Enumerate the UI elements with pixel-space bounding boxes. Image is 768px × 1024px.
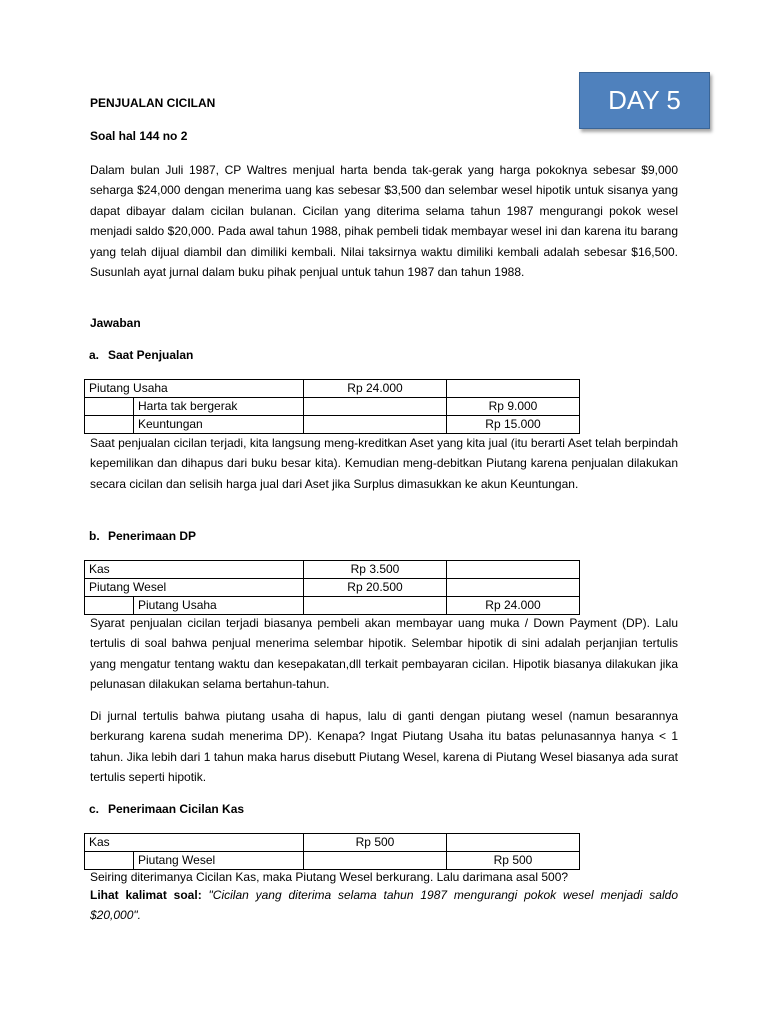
sub-account-cell: Piutang Wesel bbox=[134, 852, 304, 870]
section-a-title: Saat Penjualan bbox=[108, 348, 194, 362]
account-cell bbox=[85, 852, 134, 870]
section-b-title: Penerimaan DP bbox=[108, 529, 197, 543]
section-c-explanation: Seiring diterimanya Cicilan Kas, maka Piutang Wesel berkurang. Lalu darimana asal 500? bbox=[90, 870, 569, 884]
debit-cell bbox=[304, 597, 447, 615]
section-a-heading bbox=[89, 348, 193, 362]
debit-cell: Rp 24.000 bbox=[304, 380, 447, 398]
debit-cell: Rp 20.500 bbox=[304, 579, 447, 597]
problem-text: Dalam bulan Juli 1987, CP Waltres menjual harta benda tak-gerak yang harga pokoknya sebesar $9,000 seharga $24,000 dengan menerima uang kas sebesar $3,500 dan selembar wesel hipotik untuk sisanya yang dapat dibayar dalam cicilan bulanan. Cicilan yang diterima selama tahun 1987 mengurangi pokok wesel menjadi saldo $20,000. Pada awal tahun 1988, pihak pembeli tidak membayar wesel ini dan karena itu barang yang telah dijual diambil dan dimiliki kembali. Nilai taksirnya waktu dimiliki kembali adalah sebesar $16,500. Susunlah ayat jurnal dalam buku pihak penjual untuk tahun 1987 dan tahun 1988. bbox=[90, 163, 678, 280]
table-row bbox=[85, 416, 580, 434]
section-a-letter: a. bbox=[89, 348, 100, 362]
section-c-heading bbox=[89, 802, 244, 816]
journal-table-a bbox=[84, 379, 580, 434]
credit-cell: Rp 9.000 bbox=[447, 398, 580, 416]
section-b-explanation-2: Di jurnal tertulis bahwa piutang usaha di hapus, lalu di ganti dengan piutang wesel (namun besarannya berkurang karena sudah menerima DP). Kenapa? Ingat Piutang Usaha itu batas pelunasannya hanya < 1 tahun. Jika lebih dari 1 tahun maka harus disebutt Piutang Wesel, karena di Piutang Wesel biasanya ada surat tertulis seperti hipotik. bbox=[90, 709, 678, 785]
section-b-heading bbox=[89, 529, 196, 543]
table-row bbox=[85, 597, 580, 615]
account-cell bbox=[85, 597, 134, 615]
credit-cell: Rp 15.000 bbox=[447, 416, 580, 434]
table-row bbox=[85, 561, 580, 579]
credit-cell: Rp 500 bbox=[447, 852, 580, 870]
problem-reference: Soal hal 144 no 2 bbox=[90, 129, 188, 143]
section-c-quote-paragraph bbox=[90, 885, 678, 926]
table-row bbox=[85, 834, 580, 852]
table-row bbox=[85, 380, 580, 398]
debit-cell: Rp 3.500 bbox=[304, 561, 447, 579]
answer-label: Jawaban bbox=[90, 316, 141, 330]
table-row bbox=[85, 398, 580, 416]
account-cell: Kas bbox=[85, 834, 304, 852]
debit-cell bbox=[304, 398, 447, 416]
sub-account-cell: Harta tak bergerak bbox=[134, 398, 304, 416]
sub-account-cell: Piutang Usaha bbox=[134, 597, 304, 615]
section-a-explanation: Saat penjualan cicilan terjadi, kita langsung meng-kreditkan Aset yang kita jual (itu berarti Aset telah berpindah kepemilikan dan dihapus dari buku besar kita). Kemudian meng-debitkan Piutang karena penjualan dilakukan secara cicilan dan selisih harga jual dari Aset jika Surplus dimasukkan ke akun Keuntungan. bbox=[90, 436, 678, 491]
credit-cell bbox=[447, 579, 580, 597]
credit-cell bbox=[447, 380, 580, 398]
quote-lead: Lihat kalimat soal: bbox=[90, 888, 202, 902]
account-cell bbox=[85, 398, 134, 416]
section-b-explanation: Syarat penjualan cicilan terjadi biasanya pembeli akan membayar uang muka / Down Payment (DP). Lalu tertulis di soal bahwa penjual menerima selembar hipotik. Selembar hipotik di sini adalah perjanjian tertulis yang mengatur tentang waktu dan kesepakatan,dll terkait pembayaran cicilan. Hipotik biasanya dilakukan jika pelunasan dilakukan selama bertahun-tahun. bbox=[90, 616, 678, 692]
account-cell: Piutang Usaha bbox=[85, 380, 304, 398]
account-cell bbox=[85, 416, 134, 434]
table-row bbox=[85, 579, 580, 597]
credit-cell bbox=[447, 561, 580, 579]
credit-cell: Rp 24.000 bbox=[447, 597, 580, 615]
journal-table-c bbox=[84, 833, 580, 870]
quote-text: "Cicilan yang diterima selama tahun 1987 mengurangi pokok wesel menjadi saldo $20,000". bbox=[90, 888, 678, 923]
section-b-letter: b. bbox=[89, 529, 100, 543]
sub-account-cell: Keuntungan bbox=[134, 416, 304, 434]
debit-cell: Rp 500 bbox=[304, 834, 447, 852]
debit-cell bbox=[304, 852, 447, 870]
journal-table-b bbox=[84, 560, 580, 615]
page-title: PENJUALAN CICILAN bbox=[90, 96, 216, 110]
credit-cell bbox=[447, 834, 580, 852]
table-row bbox=[85, 852, 580, 870]
section-c-title: Penerimaan Cicilan Kas bbox=[108, 802, 245, 816]
account-cell: Piutang Wesel bbox=[85, 579, 304, 597]
debit-cell bbox=[304, 416, 447, 434]
section-c-letter: c. bbox=[89, 802, 100, 816]
day-badge: DAY 5 bbox=[579, 72, 710, 129]
account-cell: Kas bbox=[85, 561, 304, 579]
